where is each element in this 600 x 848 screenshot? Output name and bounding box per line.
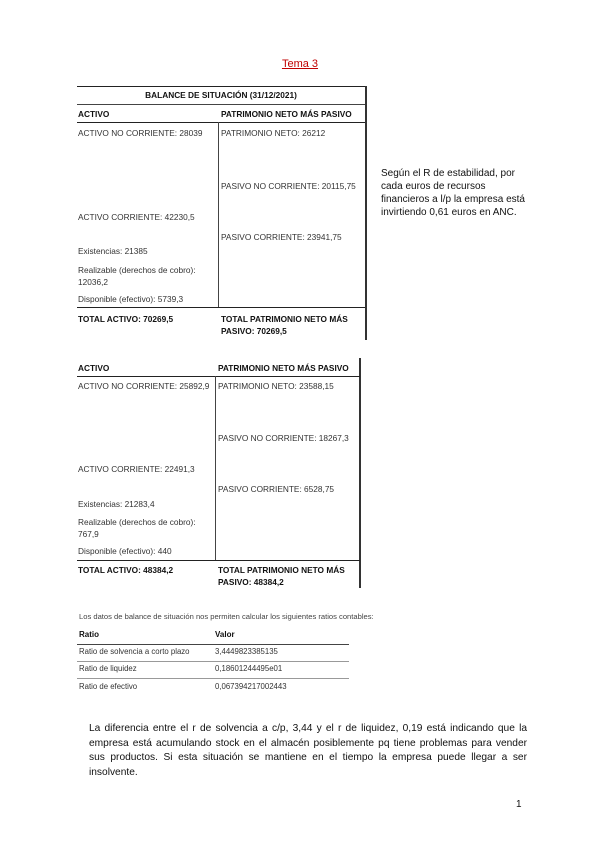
disponible: Disponible (efectivo): 440 xyxy=(78,546,172,556)
existencias: Existencias: 21385 xyxy=(78,246,148,256)
col-ratio: Ratio xyxy=(79,630,99,639)
ratio-value: 3,4449823385135 xyxy=(215,647,278,656)
ratios-intro: Los datos de balance de situación nos permiten calcular los siguientes ratios contables: xyxy=(79,612,374,621)
total-activo: TOTAL ACTIVO: 48384,2 xyxy=(78,565,174,575)
existencias: Existencias: 21283,4 xyxy=(78,499,155,509)
page-title: Tema 3 xyxy=(281,58,319,70)
realizable: Realizable (derechos de cobro): 12036,2 xyxy=(78,265,196,287)
page-number: 1 xyxy=(516,799,522,810)
activo-no-corriente: ACTIVO NO CORRIENTE: 25892,9 xyxy=(78,381,210,391)
pasivo-corriente: PASIVO CORRIENTE: 6528,75 xyxy=(218,484,335,494)
conclusion-paragraph: La diferencia entre el r de solvencia a c/p, 3,44 y el r de liquidez, 0,19 está indicando que la empresa está acumulando stock en el almacén posiblemente pq tiene problemas para vender sus productos. Si esta situación se mantiene en el tiempo la empresa puede llegar a ser insolvente. xyxy=(89,723,527,778)
col-pasivo: PATRIMONIO NETO MÁS PASIVO xyxy=(221,109,352,119)
total-pasivo: TOTAL PATRIMONIO NETO MÁS PASIVO: 70269,5 xyxy=(221,314,348,336)
ratio-name: Ratio de efectivo xyxy=(79,682,138,691)
stability-note: Según el R de estabilidad, por cada euros de recursos financieros a l/p la empresa está invirtiendo 0,61 euros en ANC. xyxy=(381,168,525,218)
balance-heading: BALANCE DE SITUACIÓN (31/12/2021) xyxy=(145,90,297,100)
ratio-value: 0,18601244495e01 xyxy=(215,664,283,673)
activo-corriente: ACTIVO CORRIENTE: 22491,3 xyxy=(78,464,195,474)
patrimonio-neto: PATRIMONIO NETO: 26212 xyxy=(221,128,326,138)
realizable: Realizable (derechos de cobro): 767,9 xyxy=(78,517,196,539)
col-pasivo: PATRIMONIO NETO MÁS PASIVO xyxy=(218,363,349,373)
activo-corriente: ACTIVO CORRIENTE: 42230,5 xyxy=(78,212,195,222)
ratio-value: 0,067394217002443 xyxy=(215,682,287,691)
col-valor: Valor xyxy=(215,630,235,639)
patrimonio-neto: PATRIMONIO NETO: 23588,15 xyxy=(218,381,334,391)
ratio-name: Ratio de solvencia a corto plazo xyxy=(79,647,190,656)
pasivo-no-corriente: PASIVO NO CORRIENTE: 20115,75 xyxy=(221,181,356,191)
total-pasivo: TOTAL PATRIMONIO NETO MÁS PASIVO: 48384,2 xyxy=(218,565,345,587)
col-activo: ACTIVO xyxy=(78,109,110,119)
pasivo-corriente: PASIVO CORRIENTE: 23941,75 xyxy=(221,232,342,242)
disponible: Disponible (efectivo): 5739,3 xyxy=(78,294,184,304)
activo-no-corriente: ACTIVO NO CORRIENTE: 28039 xyxy=(78,128,203,138)
col-activo: ACTIVO xyxy=(78,363,110,373)
total-activo: TOTAL ACTIVO: 70269,5 xyxy=(78,314,174,324)
pasivo-no-corriente: PASIVO NO CORRIENTE: 18267,3 xyxy=(218,433,349,443)
ratio-name: Ratio de liquidez xyxy=(79,664,137,673)
